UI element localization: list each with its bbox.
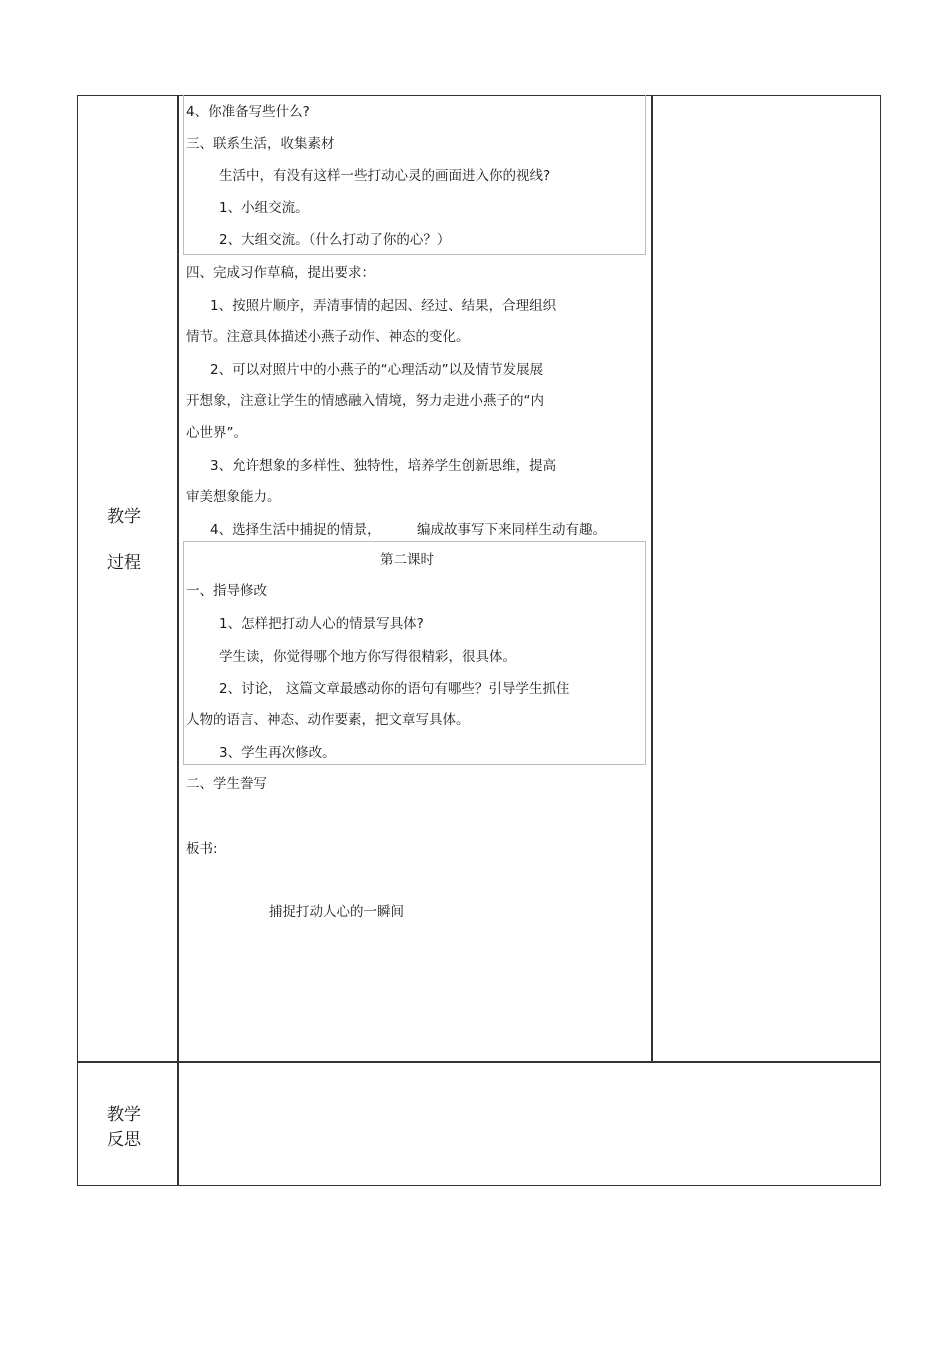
label-column-divider (177, 95, 179, 1186)
section-heading: 一、指导修改 (186, 583, 267, 599)
reflection-label-line-1: 教学 (107, 1105, 141, 1125)
text-line: 情节。注意具体描述小燕子动作、神态的变化。 (186, 329, 470, 345)
text-line: 1、怎样把打动人心的情景写具体? (219, 616, 424, 632)
text-line: 4、你准备写些什么? (186, 104, 310, 120)
section-heading: 二、学生誊写 (186, 776, 267, 792)
text-line: 1、按照片顺序，弄清事情的起因、经过、结果，合理组织 (210, 298, 557, 314)
text-line: 生活中，有没有这样一些打动心灵的画面进入你的视线? (219, 168, 551, 184)
text-line: 审美想象能力。 (186, 489, 281, 505)
reflection-label-line-2: 反思 (107, 1130, 141, 1150)
blackboard-label: 板书: (186, 841, 218, 857)
notes-column-divider (651, 95, 653, 1061)
text-line: 人物的语言、神态、动作要素，把文章写具体。 (186, 712, 470, 728)
section-heading: 四、完成习作草稿，提出要求： (186, 265, 375, 281)
text-line: 1、小组交流。 (219, 200, 309, 216)
blackboard-title: 捕捉打动人心的一瞬间 (269, 904, 404, 920)
process-label-line-1: 教学 (107, 507, 141, 527)
process-label-line-2: 过程 (107, 553, 141, 573)
lesson-title: 第二课时 (380, 552, 434, 568)
row-divider (77, 1061, 881, 1063)
text-line: 学生读，你觉得哪个地方你写得很精彩，很具体。 (219, 649, 516, 665)
text-line: 2、可以对照片中的小燕子的“心理活动”以及情节发展展 (210, 362, 544, 378)
section-heading: 三、联系生活，收集素材 (186, 136, 335, 152)
text-line: 3、学生再次修改。 (219, 745, 336, 761)
text-line: 4、选择生活中捕捉的情景， (210, 522, 381, 538)
text-line: 2、讨论， 这篇文章最感动你的语句有哪些？引导学生抓住 (219, 681, 570, 697)
text-line: 2、大组交流。（什么打动了你的心？） (219, 232, 451, 248)
text-line: 3、允许想象的多样性、独特性，培养学生创新思维，提高 (210, 458, 557, 474)
text-line: 开想象，注意让学生的情感融入情境，努力走进小燕子的“内 (186, 393, 544, 409)
text-line: 心世界”。 (186, 425, 247, 441)
text-line: 编成故事写下来同样生动有趣。 (417, 522, 606, 538)
